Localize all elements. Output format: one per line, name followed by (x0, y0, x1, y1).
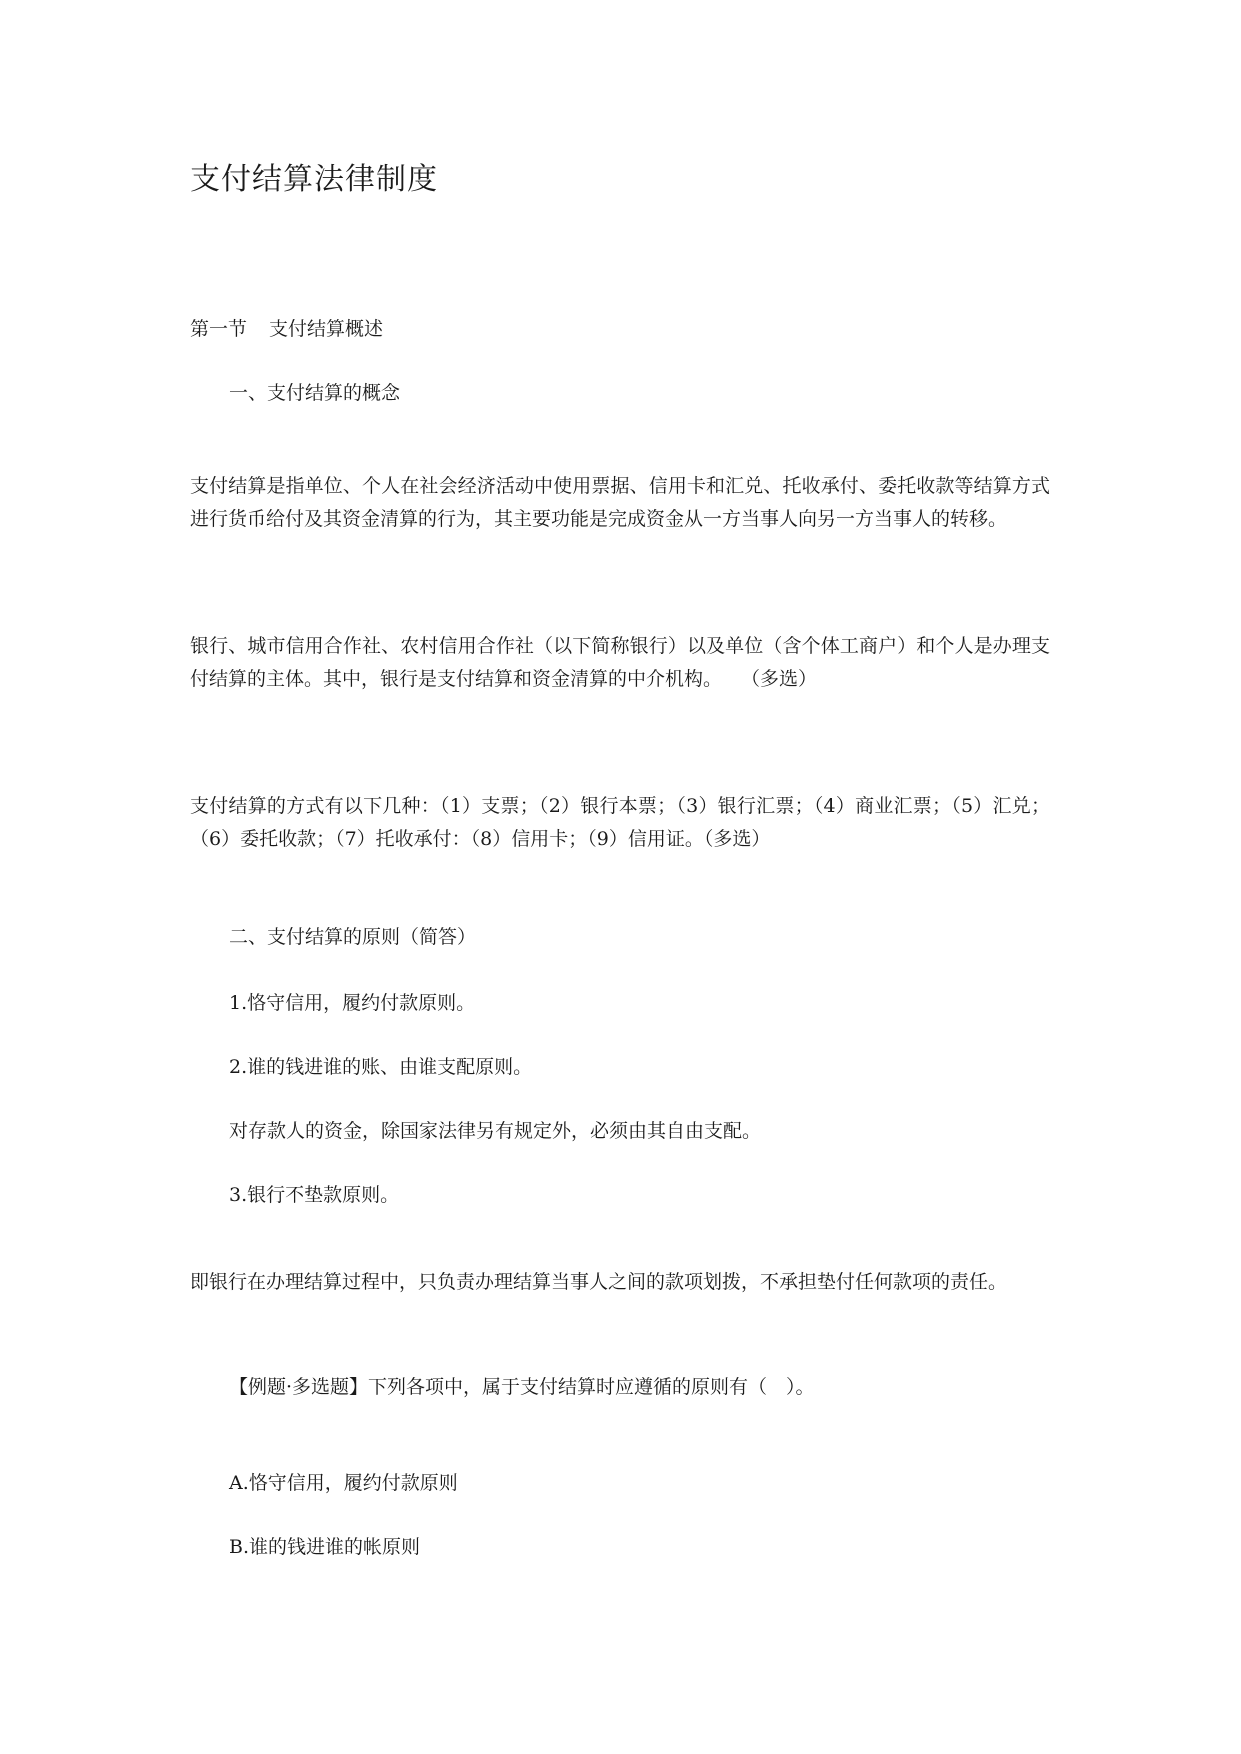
principle-item-2: 2.谁的钱进谁的账、由谁支配原则。 (229, 1056, 533, 1078)
subheading-principles: 二、支付结算的原则（简答） (229, 926, 477, 948)
section-title: 支付结算概述 (269, 318, 384, 340)
principle-item-1: 1.恪守信用，履约付款原则。 (229, 992, 476, 1014)
option-a: A.恪守信用，履约付款原则 (229, 1472, 458, 1494)
principle-item-3: 3.银行不垫款原则。 (229, 1184, 400, 1206)
example-question: 【例题·多选题】下列各项中，属于支付结算时应遵循的原则有（ ）。 (229, 1376, 815, 1398)
section-heading (190, 316, 383, 342)
paragraph-methods: 支付结算的方式有以下几种：（1）支票；（2）银行本票；（3）银行汇票；（4）商业汇票；（5）汇兑；（6）委托收款；（7）托收承付：（8）信用卡；（9）信用证。（多选） (190, 795, 1050, 850)
paragraph-definition: 支付结算是指单位、个人在社会经济活动中使用票据、信用卡和汇兑、托收承付、委托收款等结算方式进行货币给付及其资金清算的行为，其主要功能是完成资金从一方当事人向另一方当事人的转移。 (190, 475, 1050, 530)
option-b: B.谁的钱进谁的帐原则 (229, 1536, 421, 1558)
subheading-concept: 一、支付结算的概念 (229, 382, 401, 404)
paragraph-no-advance: 即银行在办理结算过程中，只负责办理结算当事人之间的款项划拨，不承担垫付任何款项的责任。 (190, 1271, 1008, 1293)
section-number: 第一节 (190, 318, 248, 340)
document-title: 支付结算法律制度 (190, 162, 438, 197)
paragraph-subjects: 银行、城市信用合作社、农村信用合作社（以下简称银行）以及单位（含个体工商户）和个人是办理支付结算的主体。其中，银行是支付结算和资金清算的中介机构。 （多选） (190, 635, 1050, 690)
principle-item-2-note: 对存款人的资金，除国家法律另有规定外，必须由其自由支配。 (229, 1120, 762, 1142)
